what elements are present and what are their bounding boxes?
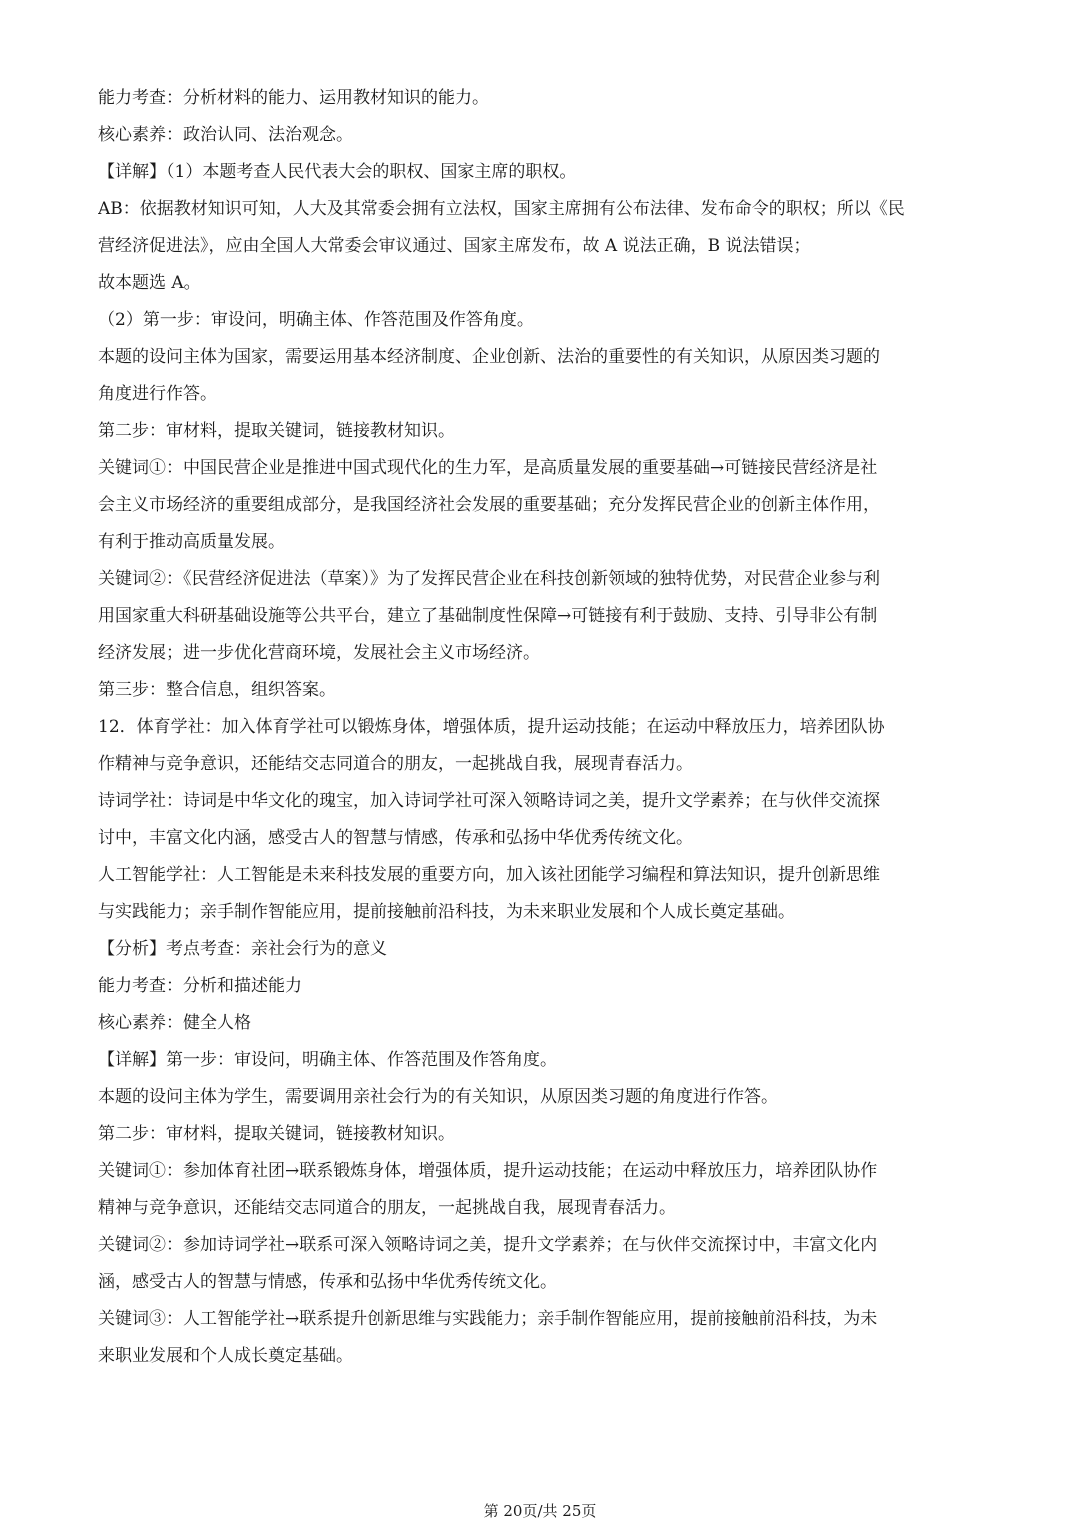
text-line: 【详解】（1）本题考查人民代表大会的职权、国家主席的职权。 [98,162,577,182]
text-line: 本题的设问主体为学生，需要调用亲社会行为的有关知识，从原因类习题的角度进行作答。 [98,1087,778,1107]
text-line: 来职业发展和个人成长奠定基础。 [98,1346,353,1366]
text-line: 关键词③：人工智能学社→联系提升创新思维与实践能力；亲手制作智能应用，提前接触前沿科技，为未 [98,1309,878,1329]
text-line: 会主义市场经济的重要组成部分，是我国经济社会发展的重要基础；充分发挥民营企业的创新主体作用， [98,495,880,515]
document-body [98,80,978,1375]
text-line: 作精神与竞争意识，还能结交志同道合的朋友，一起挑战自我，展现青春活力。 [98,754,693,774]
text-line: 核心素养：健全人格 [98,1013,251,1033]
text-line: 诗词学社：诗词是中华文化的瑰宝，加入诗词学社可深入领略诗词之美，提升文学素养；在与伙伴交流探 [98,791,880,811]
text-line: 关键词②：参加诗词学社→联系可深入领略诗词之美，提升文学素养；在与伙伴交流探讨中，丰富文化内 [98,1235,878,1255]
text-line: 能力考查：分析和描述能力 [98,976,302,996]
page-number-footer: 第 20页/共 25页 [483,1502,597,1520]
text-line: 第三步：整合信息，组织答案。 [98,680,336,700]
text-line: 讨中，丰富文化内涵，感受古人的智慧与情感，传承和弘扬中华优秀传统文化。 [98,828,693,848]
text-line: 涵，感受古人的智慧与情感，传承和弘扬中华优秀传统文化。 [98,1272,557,1292]
text-line: 关键词②：《民营经济促进法（草案）》为了发挥民营企业在科技创新领域的独特优势，对民营企业参与利 [98,569,880,589]
text-line: 12．体育学社：加入体育学社可以锻炼身体，增强体质，提升运动技能；在运动中释放压力，培养团队协 [98,717,885,737]
text-line: 关键词①：中国民营企业是推进中国式现代化的生力军，是高质量发展的重要基础→可链接民营经济是社 [98,458,878,478]
text-line: 关键词①：参加体育社团→联系锻炼身体，增强体质，提升运动技能；在运动中释放压力，培养团队协作 [98,1161,878,1181]
text-line: 故本题选 A。 [98,273,201,293]
text-line: 第二步：审材料，提取关键词，链接教材知识。 [98,1124,455,1144]
text-line: 本题的设问主体为国家，需要运用基本经济制度、企业创新、法治的重要性的有关知识，从原因类习题的 [98,347,880,367]
text-line: 角度进行作答。 [98,384,217,404]
text-line: 人工智能学社：人工智能是未来科技发展的重要方向，加入该社团能学习编程和算法知识，提升创新思维 [98,865,880,885]
text-line: 核心素养：政治认同、法治观念。 [98,125,353,145]
text-line: 第二步：审材料，提取关键词，链接教材知识。 [98,421,455,441]
text-line: 【详解】第一步：审设问，明确主体、作答范围及作答角度。 [98,1050,557,1070]
text-line: 营经济促进法》，应由全国人大常委会审议通过、国家主席发布，故 A 说法正确，B 说法错误； [98,236,811,256]
text-line: 经济发展；进一步优化营商环境，发展社会主义市场经济。 [98,643,540,663]
text-line: 有利于推动高质量发展。 [98,532,285,552]
text-line: 能力考查：分析材料的能力、运用教材知识的能力。 [98,88,489,108]
text-line: AB：依据教材知识可知，人大及其常委会拥有立法权，国家主席拥有公布法律、发布命令的职权；所以《民 [98,199,905,219]
text-line: （2）第一步：审设问，明确主体、作答范围及作答角度。 [98,310,534,330]
text-line: 【分析】考点考查：亲社会行为的意义 [98,939,387,959]
text-line: 精神与竞争意识，还能结交志同道合的朋友，一起挑战自我，展现青春活力。 [98,1198,676,1218]
text-line: 与实践能力；亲手制作智能应用，提前接触前沿科技，为未来职业发展和个人成长奠定基础。 [98,902,795,922]
text-line: 用国家重大科研基础设施等公共平台，建立了基础制度性保障→可链接有利于鼓励、支持、引导非公有制 [98,606,878,626]
